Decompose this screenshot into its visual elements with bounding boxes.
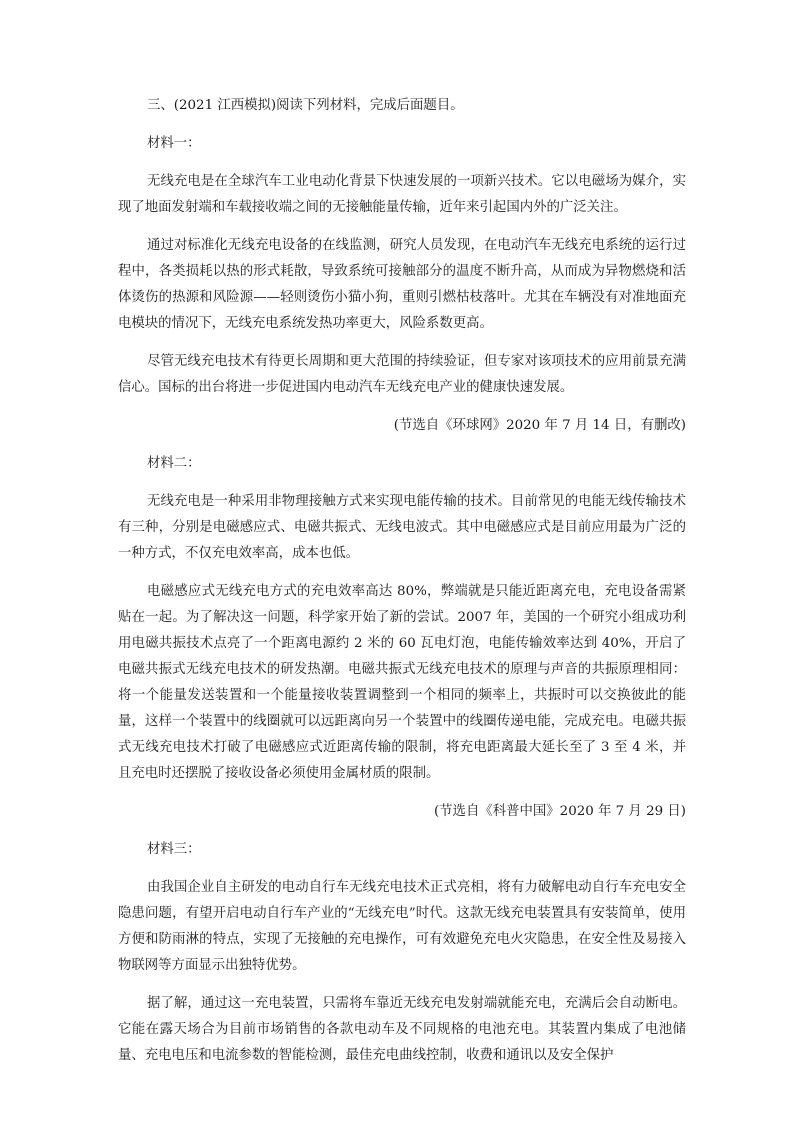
- material1-paragraph: 无线充电是在全球汽车工业电动化背景下快速发展的一项新兴技术。它以电磁场为媒介，实现了地面发射端和车载接收端之间的无接触能量传输，近年来引起国内外的广泛关注。: [118, 174, 686, 215]
- material2-heading: 材料二：: [147, 456, 201, 471]
- material3-heading: 材料三：: [147, 842, 201, 857]
- material2-paragraph: 电磁感应式无线充电方式的充电效率高达 80%，弊端就是只能近距离充电，充电设备需紧贴在一起。为了解决这一问题，科学家开始了新的尝试。2007 年，美国的一个研究小组成功利用电磁共振技术点亮了一个距离电源约 2 米的 60 瓦电灯泡，电能传输效率达到 40%，开启了电磁共振式无线充电技术的研发热潮。电磁共振式无线充电技术的原理与声音的共振原理相同：将一个能量发送装置和一个能量接收装置调整到一个相同的频率上，共振时可以交换彼此的能量，这样一个装置中的线圈就可以远距离向另一个装置中的线圈传递电能，完成充电。电磁共振式无线充电技术打破了电磁感应式近距离传输的限制，将充电距离最大延长至了 3 至 4 米，并且充电时还摆脱了接收设备必须使用金属材质的限制。: [118, 584, 686, 781]
- material1-paragraph: 尽管无线充电技术有待更长周期和更大范围的持续验证，但专家对该项技术的应用前景充满信心。国标的出台将进一步促进国内电动汽车无线充电产业的健康快速发展。: [118, 354, 686, 395]
- question-title: 三、(2021 江西模拟)阅读下列材料，完成后面题目。: [147, 98, 464, 113]
- material1-paragraph: 通过对标准化无线充电设备的在线监测，研究人员发现，在电动汽车无线充电系统的运行过程中，各类损耗以热的形式耗散，导致系统可接触部分的温度不断升高，从而成为异物燃烧和活体烫伤的热源和风险源——轻则烫伤小猫小狗，重则引燃枯枝落叶。尤其在车辆没有对准地面充电模块的情况下，无线充电系统发热功率更大，风险系数更高。: [118, 238, 686, 331]
- document-body: [118, 93, 686, 1081]
- material1-heading: 材料一：: [147, 136, 201, 151]
- material1-source: (节选自《环球网》2020 年 7 月 14 日，有删改): [393, 418, 686, 433]
- material3-paragraph: 由我国企业自主研发的电动自行车无线充电技术正式亮相，将有力破解电动自行车充电安全隐患问题，有望开启电动自行车产业的“无线充电”时代。这款无线充电装置具有安装简单，使用方便和防雨淋的特点，实现了无接触的充电操作，可有效避免充电火灾隐患，在安全性及易接入物联网等方面显示出独特优势。: [118, 880, 686, 973]
- material2-source: (节选自《科普中国》2020 年 7 月 29 日): [433, 804, 686, 819]
- material2-paragraph: 无线充电是一种采用非物理接触方式来实现电能传输的技术。目前常见的电能无线传输技术有三种，分别是电磁感应式、电磁共振式、无线电波式。其中电磁感应式是目前应用最为广泛的一种方式，不仅充电效率高，成本也低。: [118, 494, 686, 561]
- material3-paragraph: 据了解，通过这一充电装置，只需将车靠近无线充电发射端就能充电，充满后会自动断电。它能在露天场合为目前市场销售的各款电动车及不同规格的电池充电。其装置内集成了电池储量、充电电压和电流参数的智能检测，最佳充电曲线控制，收费和通讯以及安全保护: [118, 996, 686, 1063]
